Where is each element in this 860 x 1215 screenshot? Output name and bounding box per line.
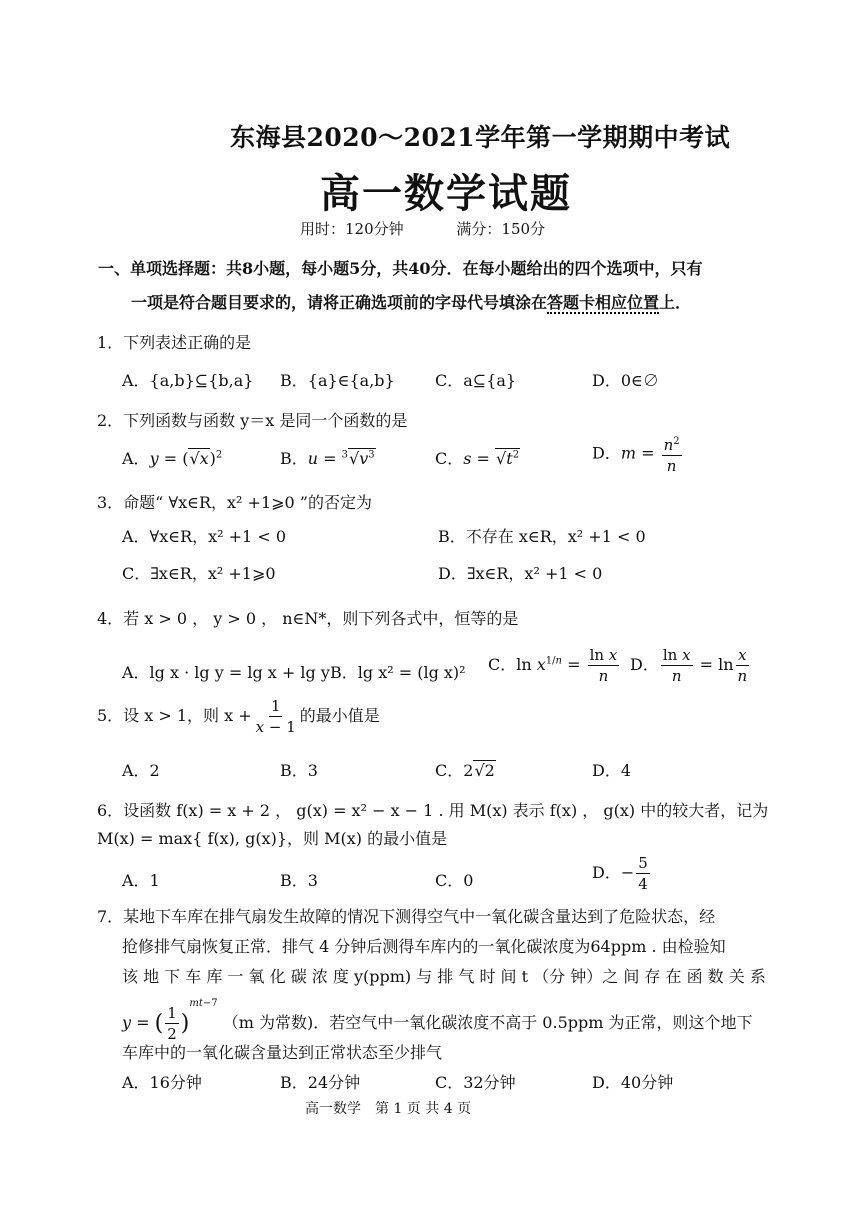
question-4: 4．若 x > 0 ， y > 0 ， n∈N*，则下列各式中，恒等的是 [97,609,519,628]
time-limit: 用时：120分钟 [300,220,404,238]
question-1: 1．下列表述正确的是 [97,333,252,352]
q2-option-d: D．m = $\frac{n^2}{n}$ [592,432,684,476]
q5-option-a: A．2 [122,761,160,780]
section-heading-cont: 一项是符合题目要求的，请将正确选项前的字母代号填涂在答题卡相应位置上． [131,293,692,312]
q4-option-c: C．$\ln x^{1/n}$ = $\frac{\text{ln x}}{n}$ [488,646,618,685]
q6-option-c: C．0 [435,871,474,890]
q6-option-a: A．1 [122,871,160,890]
q7-option-d: D．40分钟 [592,1073,674,1092]
q3-option-d: D．∃x∈R，x² +1 < 0 [438,564,603,583]
full-score: 满分：150分 [456,220,546,238]
q7-option-b: B．24分钟 [280,1073,361,1092]
q1-option-b: B．{a}∈{a,b} [280,371,395,390]
exam-title: 东海县2020～2021学年第一学期期中考试 [230,123,731,152]
question-7-line5: 车库中的一氧化碳含量达到正常状态至少排气 [122,1043,443,1062]
q2-option-b: B．$u = ^3√v^3$ [280,449,375,468]
question-7: 7．某地下车库在排气扇发生故障的情况下测得空气中一氧化碳含量达到了危险状态，经 [97,907,716,926]
q6-option-d: D．− $\frac{5}{4}$ [592,854,648,893]
q3-option-b: B．不存在 x∈R，x² +1 < 0 [438,527,646,546]
q1-option-c: C．a⊆{a} [435,371,517,390]
q3-option-c: C．∃x∈R，x² +1⩾0 [122,564,276,583]
q4-option-b: B．lg x² = (lg x)² [330,663,466,682]
question-7-line3: 该 地 下 车 库 一 氧 化 碳 浓 度 y(ppm) 与 排 气 时 间 t （分 钟）之 间 存 在 函 数 关 系 [122,967,766,986]
q7-option-c: C．32分钟 [435,1073,516,1092]
exam-meta [300,218,593,239]
section-heading: 一、单项选择题：共8小题，每小题5分，共40分．在每小题给出的四个选项中，只有 [98,259,703,278]
q3-option-a: A．∀x∈R，x² +1 < 0 [122,527,286,546]
q1-option-d: D．0∈∅ [592,371,659,390]
q2-option-c: C．$s = √t^2$ [435,449,520,468]
question-5: 5．设 x > 1，则 x + $\frac{1}{x - 1}$ 的最小值是 [97,697,380,736]
emphasis-text: 答题卡相应位置 [547,293,660,312]
q6-option-b: B．3 [280,871,318,890]
question-3: 3．命题“ ∀x∈R，x² +1⩾0 ”的否定为 [97,493,372,512]
question-7-line4: y = ( $\frac{1}{2}$ )$^{mt-7}$ （m 为常数)．若空气中一氧化碳浓度不高于 0.5ppm 为正常，则这个地下 [122,998,753,1043]
q7-option-a: A．16分钟 [122,1073,202,1092]
page-title: 高一数学试题 [320,171,572,217]
question-6-cont: M(x) = max{ f(x), g(x)}，则 M(x) 的最小值是 [97,829,448,848]
q2-option-a: A．$y = (√x)^2$ [122,449,223,468]
q5-option-b: B．3 [280,761,318,780]
q1-option-a: A．{a,b}⊆{b,a} [122,371,254,390]
question-6: 6．设函数 f(x) = x + 2 ， g(x) = x² − x − 1 . 用 M(x) 表示 f(x) ， g(x) 中的较大者，记为 [97,801,769,820]
question-2: 2．下列函数与函数 y＝x 是同一个函数的是 [97,411,408,430]
page-footer: 高一数学 第 1 页 共 4 页 [305,1101,472,1117]
question-7-line2: 抢修排气扇恢复正常．排气 4 分钟后测得车库内的一氧化碳浓度为64ppm . 由检验知 [122,937,726,956]
q4-option-a: A．lg x · lg y = lg x + lg y [122,663,330,682]
q5-option-d: D．4 [592,761,632,780]
q4-option-d: D． $\frac{\text{ln x}}{n}$ = ln $\frac{x}{n}$ [630,646,748,685]
q5-option-c: C．2√2 [435,761,495,780]
